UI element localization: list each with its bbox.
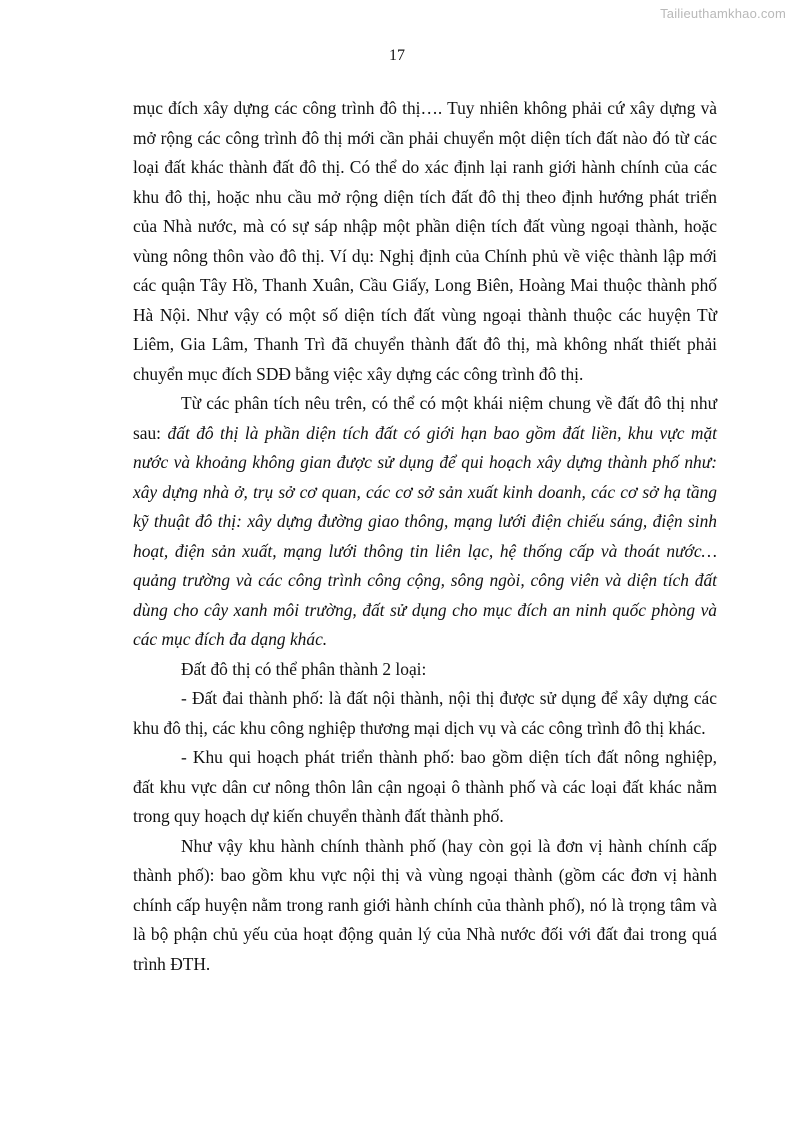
definition-lead: Từ các phân tích nêu trên, có thể có một khái niệm chung về đất đô thị như sau: <box>133 393 717 443</box>
paragraph-administrative-area: Như vậy khu hành chính thành phố (hay còn gọi là đơn vị hành chính cấp thành phố): bao gồm khu vực nội thị và vùng ngoại thành (gồm các đơn vị hành chính cấp huyện nằm trong ranh giới hành chính của thành phố), nó là trọng tâm và là bộ phận chủ yếu của hoạt động quản lý của Nhà nước đối với đất đai trong quá trình ĐTH. <box>133 835 717 974</box>
watermark-text: Tailieuthamkhao.com <box>660 6 786 21</box>
paragraph-continuation: mục đích xây dựng các công trình đô thị…. Tuy nhiên không phải cứ xây dựng và mở rộng các công trình đô thị mới cần phải chuyển một diện tích đất nào đó từ các loại đất khác thành đất đô thị. Có thể do xác định lại ranh giới hành chính của các khu đô thị, hoặc nhu cầu mở rộng diện tích đất đô thị theo định hướng phát triển của Nhà nước, mà có sự sáp nhập một phần diện tích đất vùng ngoại thành, hoặc vùng nông thôn vào đô thị. Ví dụ: Nghị định của Chính phủ về việc thành lập mới các quận Tây Hồ, Thanh Xuân, Cầu Giấy, Long Biên, Hoàng Mai thuộc thành phố Hà Nội. Như vậy có một số diện tích đất vùng ngoại thành thuộc các huyện Từ Liêm, Gia Lâm, Thanh Trì đã chuyển thành đất đô thị, mà không nhất thiết phải chuyển mục đích SDĐ bằng việc xây dựng các công trình đô thị. <box>133 98 717 384</box>
paragraph-definition <box>133 389 717 655</box>
document-body <box>133 94 717 979</box>
page-number: 17 <box>389 47 405 64</box>
paragraph-classification-intro: Đất đô thị có thể phân thành 2 loại: <box>181 658 427 679</box>
list-item-city-land: - Đất đai thành phố: là đất nội thành, nội thị được sử dụng để xây dựng các khu đô thị, các khu công nghiệp thương mại dịch vụ và các công trình đô thị khác. <box>133 688 717 738</box>
list-item-planning-area: - Khu qui hoạch phát triển thành phố: bao gồm diện tích đất nông nghiệp, đất khu vực dân cư nông thôn lân cận ngoại ô thành phố và các loại đất khác nằm trong quy hoạch dự kiến chuyển thành đất thành phố. <box>133 747 717 826</box>
definition-italic-text: đất đô thị là phần diện tích đất có giới hạn bao gồm đất liền, khu vực mặt nước và khoảng không gian được sử dụng để qui hoạch xây dựng thành phố như: xây dựng nhà ở, trụ sở cơ quan, các cơ sở sản xuất kinh doanh, các cơ sở hạ tầng kỹ thuật đô thị: xây dựng đường giao thông, mạng lưới điện chiếu sáng, điện sinh hoạt, điện sản xuất, mạng lưới thông tin liên lạc, hệ thống cấp và thoát nước… quảng trường và các công trình công cộng, sông ngòi, công viên và diện tích đất dùng cho cây xanh môi trường, đất sử dụng cho mục đích an ninh quốc phòng và các mục đích đa dạng khác. <box>133 422 717 649</box>
